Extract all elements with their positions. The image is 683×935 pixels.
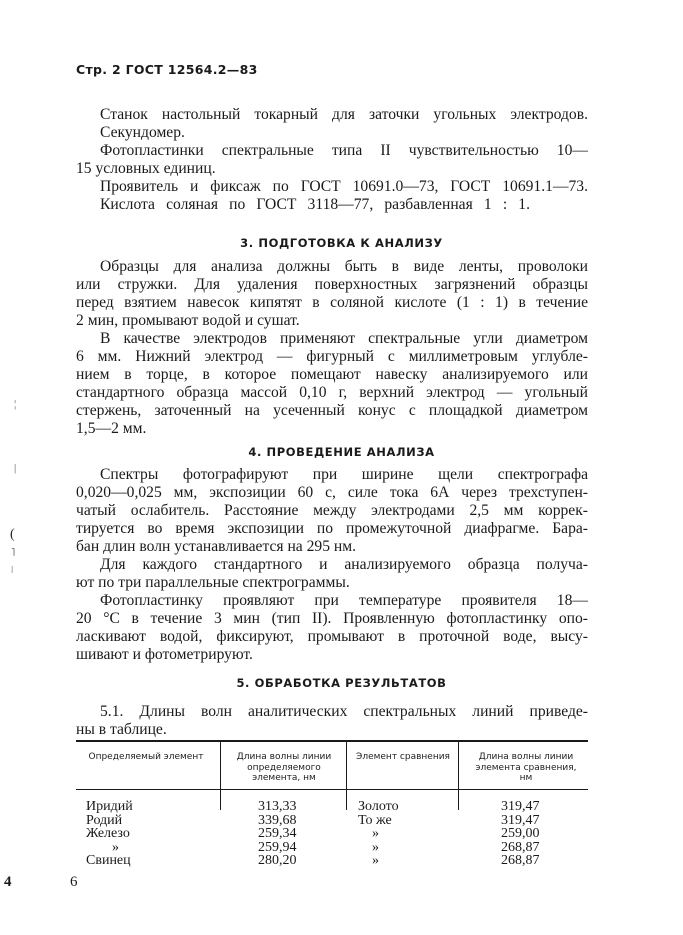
intro-line: Секундомер. — [100, 124, 185, 141]
table-header-rule — [76, 789, 588, 790]
scan-mark: ǀ — [11, 564, 14, 576]
table-cell: То же — [358, 812, 392, 828]
paragraph-line: 20 °С в течение 3 мин (тип II). Проявленную фотопластинку опо- — [76, 610, 588, 627]
paragraph-line: бан длин волн устанавливается на 295 нм. — [76, 538, 357, 555]
column-header: Элемент сравнения — [356, 752, 450, 762]
table-cell: 259,00 — [501, 826, 540, 841]
table-cell: 259,34 — [258, 826, 297, 841]
table-cell: Железо — [86, 826, 130, 841]
table-cell: » — [112, 839, 119, 855]
table-cell: Родий — [86, 812, 123, 828]
paragraph-line: 0,020—0,025 мм, экспозиции 60 с, силе тока 6А через трехступен- — [76, 484, 588, 501]
table-top-rule — [76, 740, 588, 742]
page-number: 6 — [70, 874, 78, 890]
section-heading: 5. ОБРАБОТКА РЕЗУЛЬТАТОВ — [236, 676, 447, 690]
table-cell: 339,68 — [258, 812, 297, 828]
scan-mark: ( — [10, 527, 15, 542]
paragraph-line: тируется во время экспозиции по промежуточной диафрагме. Бара- — [76, 520, 588, 537]
intro-line: 15 условных единиц. — [76, 160, 216, 177]
column-header: Длина волны линии элемента сравнения, нм — [475, 752, 577, 783]
paragraph-line: стержень, заточенный на усеченный конус с площадкой диаметром — [76, 402, 588, 419]
paragraph-line: Для каждого стандартного и анализируемого образца получа- — [100, 556, 588, 573]
paragraph-line: Образцы для анализа должны быть в виде ленты, проволоки — [100, 258, 588, 275]
paragraph-line: Фотопластинку проявляют при температуре проявителя 18— — [100, 592, 588, 609]
column-divider — [220, 740, 221, 810]
section-heading: 3. ПОДГОТОВКА К АНАЛИЗУ — [240, 236, 443, 250]
table-cell: » — [372, 853, 379, 868]
table-cell: Иридий — [86, 799, 133, 814]
paragraph-line: ют по три параллельные спектрограммы. — [76, 574, 350, 591]
table-cell: 319,47 — [501, 812, 540, 828]
table-cell: Золото — [358, 799, 399, 814]
paragraph-line: шивают и фотометрируют. — [76, 646, 253, 663]
paragraph-line: В качестве электродов применяют спектральные угли диаметром — [100, 330, 588, 347]
table-cell: 280,20 — [258, 853, 297, 868]
column-header: Определяемый элемент — [88, 752, 204, 762]
paragraph-line: нием в торце, в которое помещают навеску анализируемого или — [76, 366, 588, 383]
intro-line: Кислота соляная по ГОСТ 3118—77, разбавленная 1 : 1. — [100, 196, 530, 213]
table-cell: Свинец — [86, 853, 131, 868]
scan-mark: | — [14, 462, 17, 474]
paragraph-line: 6 мм. Нижний электрод — фигурный с миллиметровым углубле- — [76, 348, 588, 365]
column-header: Длина волны линии определяемого элемента, нм — [236, 752, 332, 783]
table-cell: 259,94 — [258, 839, 297, 855]
table-cell: » — [372, 826, 379, 841]
column-divider — [458, 740, 459, 810]
paragraph-line: 2 мин, промывают водой и сушат. — [76, 312, 300, 329]
table-cell: 268,87 — [501, 853, 540, 868]
table-cell: » — [372, 839, 379, 855]
paragraph-line: стандартного образца массой 0,10 г, верхний электрод — угольный — [76, 384, 588, 401]
scan-mark: ˥ — [11, 547, 16, 559]
paragraph-line: перед взятием навесок кипятят в соляной кислоте (1 : 1) в течение — [76, 294, 588, 311]
intro-line: Фотопластинки спектральные типа II чувствительностью 10— — [100, 142, 588, 159]
scan-mark: ¦ — [14, 398, 17, 410]
margin-number: 4 — [4, 874, 12, 890]
section-heading: 4. ПРОВЕДЕНИЕ АНАЛИЗА — [248, 445, 435, 459]
paragraph-line: или стружки. Для удаления поверхностных загрязнений образцы — [76, 276, 588, 293]
paragraph-line: 1,5—2 мм. — [76, 420, 147, 437]
column-divider — [346, 740, 347, 810]
intro-line: Проявитель и фиксаж по ГОСТ 10691.0—73, ГОСТ 10691.1—73. — [100, 178, 588, 195]
paragraph-line: ласкивают водой, фиксируют, промывают в проточной воде, высу- — [76, 628, 588, 645]
table-cell: 319,47 — [501, 799, 540, 814]
paragraph-line: Спектры фотографируют при ширине щели спектрографа — [100, 466, 588, 483]
table-cell: 268,87 — [501, 839, 540, 855]
paragraph-line: ны в таблице. — [76, 721, 167, 738]
wavelength-table — [76, 740, 588, 870]
intro-line: Станок настольный токарный для заточки угольных электродов. — [100, 106, 588, 123]
paragraph-line: чатый ослабитель. Расстояние между электродами 2,5 мм коррек- — [76, 502, 588, 519]
page-header: Стр. 2 ГОСТ 12564.2—83 — [76, 62, 258, 77]
table-cell: 313,33 — [258, 799, 297, 814]
paragraph-line: 5.1. Длины волн аналитических спектральных линий приведе- — [100, 703, 588, 720]
